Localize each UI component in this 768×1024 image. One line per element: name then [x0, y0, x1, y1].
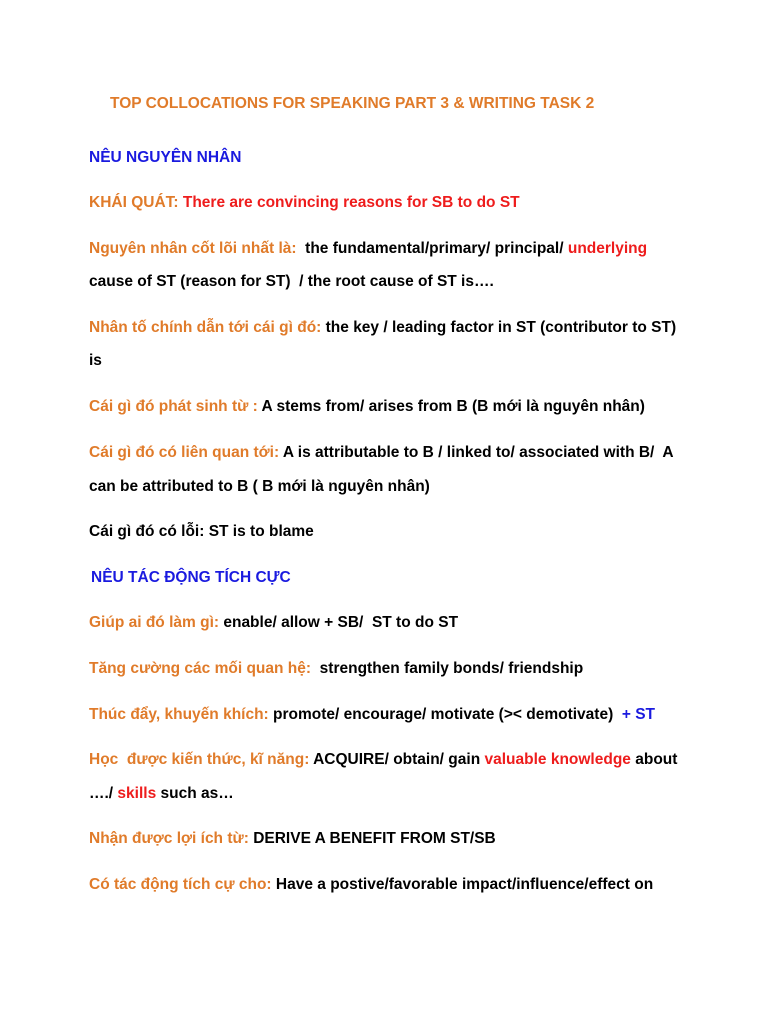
derive-label: Nhận được lợi ích từ: — [89, 830, 249, 847]
acquire-line-2 — [89, 784, 234, 804]
related-to-label: Cái gì đó có liên quan tới: — [89, 444, 280, 461]
section-heading-positive: NÊU TÁC ĐỘNG TÍCH CỰC — [91, 569, 291, 586]
to-blame-text: Cái gì đó có lỗi: ST is to blame — [89, 523, 314, 540]
strengthen-label: Tăng cường các mối quan hệ: — [89, 660, 312, 677]
section-heading-causes: NÊU NGUYÊN NHÂN — [89, 149, 242, 166]
root-cause-label: Nguyên nhân cốt lõi nhất là: — [89, 240, 297, 257]
acquire-text-2: about — [630, 751, 678, 768]
acquire-highlight-1: valuable knowledge — [484, 751, 631, 768]
related-to-line-2 — [89, 477, 430, 497]
key-factor-line-1 — [89, 318, 676, 338]
impact-line — [89, 875, 653, 895]
impact-label: Có tác động tích cự cho: — [89, 876, 272, 893]
promote-text: promote/ encourage/ motivate (>< demotivate) — [268, 706, 622, 723]
root-cause-highlight: underlying — [567, 240, 648, 257]
related-to-text-1: A is attributable to B / linked to/ associated with B/ A — [279, 444, 674, 461]
acquire-highlight-2: skills — [117, 785, 157, 802]
general-line — [89, 193, 520, 213]
strengthen-text: strengthen family bonds/ friendship — [311, 660, 584, 677]
acquire-text-4: such as… — [156, 785, 234, 802]
derive-text: DERIVE A BENEFIT FROM ST/SB — [248, 830, 496, 847]
acquire-label: Học được kiến thức, kĩ năng: — [89, 751, 310, 768]
stems-from-text: A stems from/ arises from B (B mới là nguyên nhân) — [257, 398, 645, 415]
document-title: TOP COLLOCATIONS FOR SPEAKING PART 3 & WRITING TASK 2 — [110, 95, 595, 112]
promote-line — [89, 705, 655, 725]
enable-label: Giúp ai đó làm gì: — [89, 614, 220, 631]
derive-line — [89, 829, 496, 849]
key-factor-label: Nhân tố chính dẫn tới cái gì đó: — [89, 319, 322, 336]
related-to-text-2: can be attributed to B ( B mới là nguyên nhân) — [89, 478, 430, 495]
strengthen-line — [89, 659, 583, 679]
root-cause-line-1 — [89, 239, 647, 259]
key-factor-text-1: the key / leading factor in ST (contributor to ST) — [321, 319, 677, 336]
to-blame-line — [89, 522, 314, 542]
enable-line — [89, 613, 458, 633]
impact-text: Have a postive/favorable impact/influence/effect on — [271, 876, 654, 893]
root-cause-text-1: the fundamental/primary/ principal/ — [296, 240, 568, 257]
related-to-line-1 — [89, 443, 674, 463]
acquire-text-1: ACQUIRE/ obtain/ gain — [309, 751, 485, 768]
general-text: There are convincing reasons for SB to do ST — [178, 194, 520, 211]
general-label: KHÁI QUÁT: — [89, 194, 179, 211]
root-cause-line-2 — [89, 272, 494, 292]
acquire-line-1 — [89, 750, 677, 770]
enable-text: enable/ allow + SB/ ST to do ST — [219, 614, 459, 631]
key-factor-text-2: is — [89, 352, 102, 369]
key-factor-line-2 — [89, 351, 102, 371]
promote-highlight: + ST — [621, 706, 656, 723]
promote-label: Thúc đẩy, khuyến khích: — [89, 706, 269, 723]
stems-from-label: Cái gì đó phát sinh từ : — [89, 398, 258, 415]
stems-from-line — [89, 397, 645, 417]
acquire-text-3: …./ — [89, 785, 118, 802]
root-cause-text-2: cause of ST (reason for ST) / the root cause of ST is…. — [89, 273, 494, 290]
